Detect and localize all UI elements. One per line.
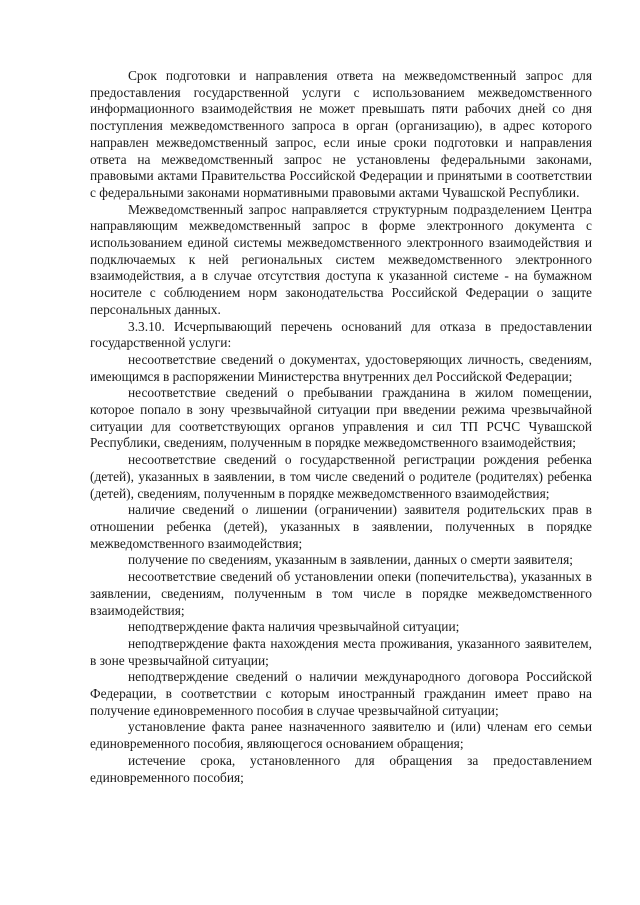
list-item-guardianship: несоответствие сведений об установлении опеки (попечительства), указанных в заявлении, сведениям, полученным в том числе в порядке межведомственного взаимодействия; bbox=[90, 569, 592, 618]
list-item-international-treaty: неподтверждение сведений о наличии международного договора Российской Федерации, в соответствии с которым иностранный гражданин имеет право на получение единовременного пособия в случае чрезвычайной ситуации; bbox=[90, 669, 592, 718]
list-item-residence-in-emergency-zone: несоответствие сведений о пребывании гражданина в жилом помещении, которое попало в зону чрезвычайной ситуации при введении режима чрезвычайной ситуации для соответствующих органов управления и сил ТП РСЧС Чувашской Республики, сведениям, полученным в порядке межведомственного взаимодействия; bbox=[90, 385, 592, 451]
document-body bbox=[90, 68, 592, 786]
list-item-birth-registration: несоответствие сведений о государственной регистрации рождения ребенка (детей), указанных в заявлении, в том числе сведений о родителе (родителях) ребенка (детей), сведениям, полученным в порядке межведомственного взаимодействия; bbox=[90, 452, 592, 501]
paragraph-interagency-request: Межведомственный запрос направляется структурным подразделением Центра направляющим межведомственный запрос в форме электронного документа с использованием единой системы межведомственного электронного взаимодействия и подключаемых к ней региональных систем межведомственного электронного взаимодействия, а в случае отсутствия доступа к указанной системе - на бумажном носителе с соблюдением норм законодательства Российской Федерации о защите персональных данных. bbox=[90, 201, 592, 317]
paragraph-refusal-grounds-heading: 3.3.10. Исчерпывающий перечень оснований для отказа в предоставлении государственной услуги: bbox=[90, 318, 592, 351]
list-item-deadline-expired: истечение срока, установленного для обращения за предоставлением единовременного пособия; bbox=[90, 752, 592, 785]
list-item-residence-location: неподтверждение факта нахождения места проживания, указанного заявителем, в зоне чрезвычайной ситуации; bbox=[90, 635, 592, 668]
list-item-identity-documents: несоответствие сведений о документах, удостоверяющих личность, сведениям, имеющимся в распоряжении Министерства внутренних дел Российской Федерации; bbox=[90, 351, 592, 384]
list-item-previous-allowance: установление факта ранее назначенного заявителю и (или) членам его семьи единовременного пособия, являющегося основанием обращения; bbox=[90, 719, 592, 752]
list-item-death-data: получение по сведениям, указанным в заявлении, данных о смерти заявителя; bbox=[128, 552, 573, 568]
list-item-parental-rights: наличие сведений о лишении (ограничении) заявителя родительских прав в отношении ребенка (детей), указанных в заявлении, полученных в порядке межведомственного взаимодействия; bbox=[90, 502, 592, 551]
list-item-emergency-fact: неподтверждение факта наличия чрезвычайной ситуации; bbox=[128, 619, 460, 635]
paragraph-response-deadline: Срок подготовки и направления ответа на межведомственный запрос для предоставления государственной услуги с использованием межведомственного информационного взаимодействия не может превышать пяти рабочих дней со дня поступления межведомственного запроса в орган (организацию), в адрес которого направлен межведомственный запрос, если иные сроки подготовки и направления ответа на межведомственный запрос не установлены федеральными законами, правовыми актами Правительства Российской Федерации и принятыми в соответствии с федеральными законами нормативными правовыми актами Чувашской Республики. bbox=[90, 68, 592, 200]
